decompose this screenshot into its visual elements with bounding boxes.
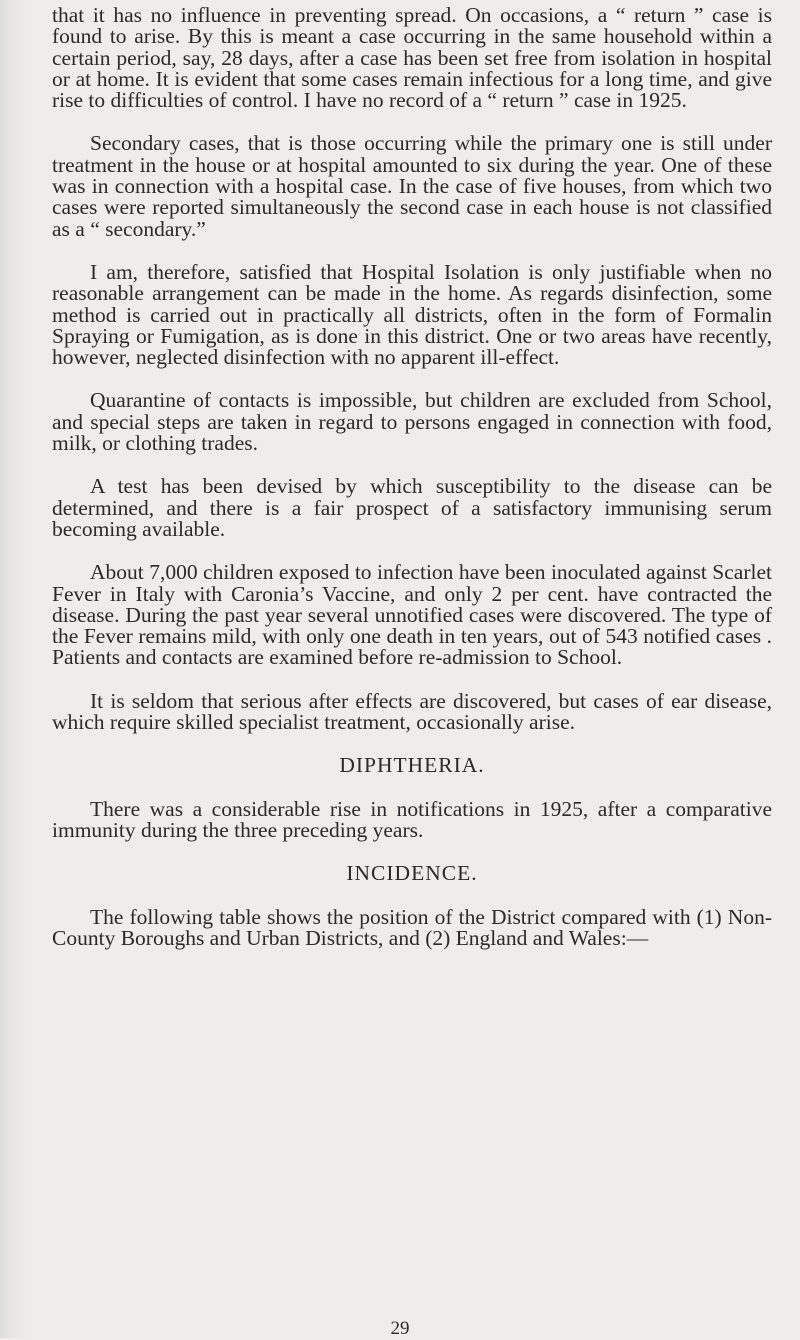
paragraph-return-cases: that it has no influence in preventing spread. On occasions, a “ return ” case is found to arise. By this is meant a case occurring in the same household within a certain period, say, 28 days, after a case has been set free from isolation in hospital or at home. It is evident that some cases remain infectious for a long time, and give rise to difficulties of control. I have no record of a “ return ” case in 1925. — [52, 3, 772, 113]
paragraph-quarantine: Quarantine of contacts is impossible, but children are excluded from School, and special steps are taken in regard to persons engaged in connection with food, milk, or clothing trades. — [52, 388, 772, 456]
document-page — [52, 0, 772, 949]
paragraph-hospital-isolation: I am, therefore, satisfied that Hospital Isolation is only justifiable when no reasonable arrangement can be made in the home. As regards disinfection, some method is carried out in practically all districts, often in the form of Formalin Spraying or Fumigation, as is done in this district. One or two areas have recently, however, neglected disinfection with no apparent ill-effect. — [52, 259, 772, 370]
paragraph-susceptibility-test: A test has been devised by which susceptibility to the disease can be determined, and there is a fair prospect of a satisfactory immunising serum becoming available. — [52, 474, 772, 541]
paragraph-secondary-cases: Secondary cases, that is those occurring while the primary one is still under treatment in the house or at hospital amounted to six during the year. One of these was in connection with a hospital case. In the case of five houses, from which two cases were reported simultaneously the second case in each house is not classified as a “ secondary.” — [52, 131, 772, 241]
paragraph-after-effects: It is seldom that serious after effects are discovered, but cases of ear disease, which require skilled specialist treatment, occasionally arise. — [52, 688, 772, 735]
page-binding-shadow — [0, 0, 34, 1338]
paragraph-diphtheria-rise: There was a considerable rise in notifications in 1925, after a comparative immunity during the three preceding years. — [52, 796, 772, 842]
paragraph-incidence-table-intro: The following table shows the position of the District compared with (1) Non-County Boroughs and Urban Districts, and (2) England and Wales:— — [52, 904, 772, 950]
heading-incidence: INCIDENCE. — [346, 861, 478, 886]
page-number: 29 — [390, 1318, 410, 1339]
heading-diphtheria: DIPHTHERIA. — [339, 753, 485, 778]
paragraph-inoculation: About 7,000 children exposed to infection have been inoculated against Scarlet Fever in Italy with Caronia’s Vaccine, and only 2 per cent. have contracted the disease. During the past year several unnotified cases were discovered. The type of the Fever remains mild, with only one death in ten years, out of 543 notified cases . Patients and contacts are examined before re-admission to School. — [52, 560, 772, 670]
